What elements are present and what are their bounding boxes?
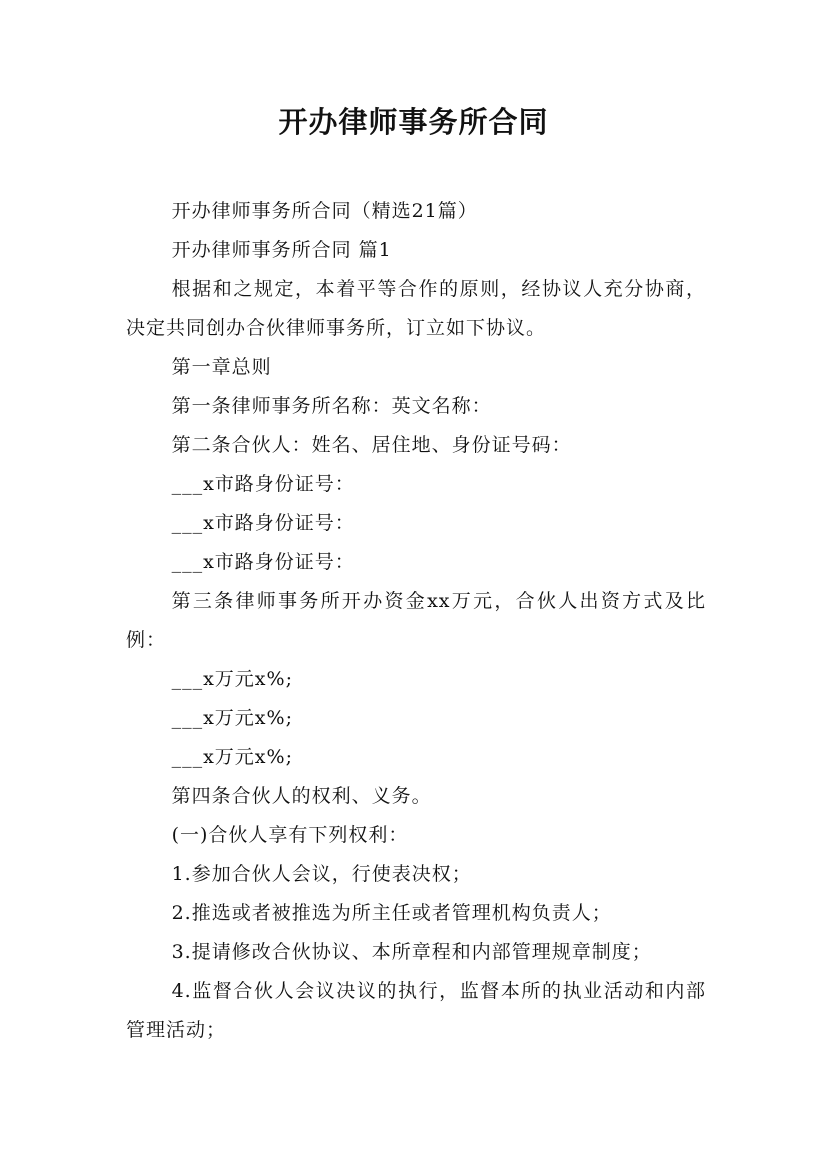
paragraph: ___x市路身份证号： xyxy=(171,551,355,573)
paragraph: 开办律师事务所合同（精选21篇） xyxy=(171,200,478,222)
document-title: 开办律师事务所合同 xyxy=(278,105,549,139)
paragraph: ___x市路身份证号： xyxy=(171,473,355,495)
paragraph: ___x市路身份证号： xyxy=(171,512,355,534)
paragraph: 第二条合伙人：姓名、居住地、身份证号码： xyxy=(171,434,572,456)
document-body xyxy=(126,192,706,1050)
paragraph: 第三条律师事务所开办资金xx万元，合伙人出资方式及比例： xyxy=(126,590,706,651)
paragraph: (一)合伙人享有下列权利： xyxy=(171,824,409,846)
paragraph: ___x万元x%; xyxy=(171,668,293,690)
paragraph: 2.推选或者被推选为所主任或者管理机构负责人； xyxy=(171,902,612,924)
paragraph: 第一条律师事务所名称：英文名称： xyxy=(171,395,492,417)
paragraph: 3.提请修改合伙协议、本所章程和内部管理规章制度； xyxy=(171,941,652,963)
paragraph: 开办律师事务所合同 篇1 xyxy=(171,239,392,261)
paragraph: 根据和之规定，本着平等合作的原则，经协议人充分协商，决定共同创办合伙律师事务所，订立如下协议。 xyxy=(126,278,706,339)
paragraph: 1.参加合伙人会议，行使表决权； xyxy=(171,863,472,885)
paragraph: ___x万元x%; xyxy=(171,746,293,768)
paragraph: 第一章总则 xyxy=(171,356,272,378)
paragraph: 第四条合伙人的权利、义务。 xyxy=(171,785,432,807)
paragraph: ___x万元x%; xyxy=(171,707,293,729)
paragraph: 4.监督合伙人会议决议的执行，监督本所的执业活动和内部管理活动； xyxy=(126,980,706,1041)
